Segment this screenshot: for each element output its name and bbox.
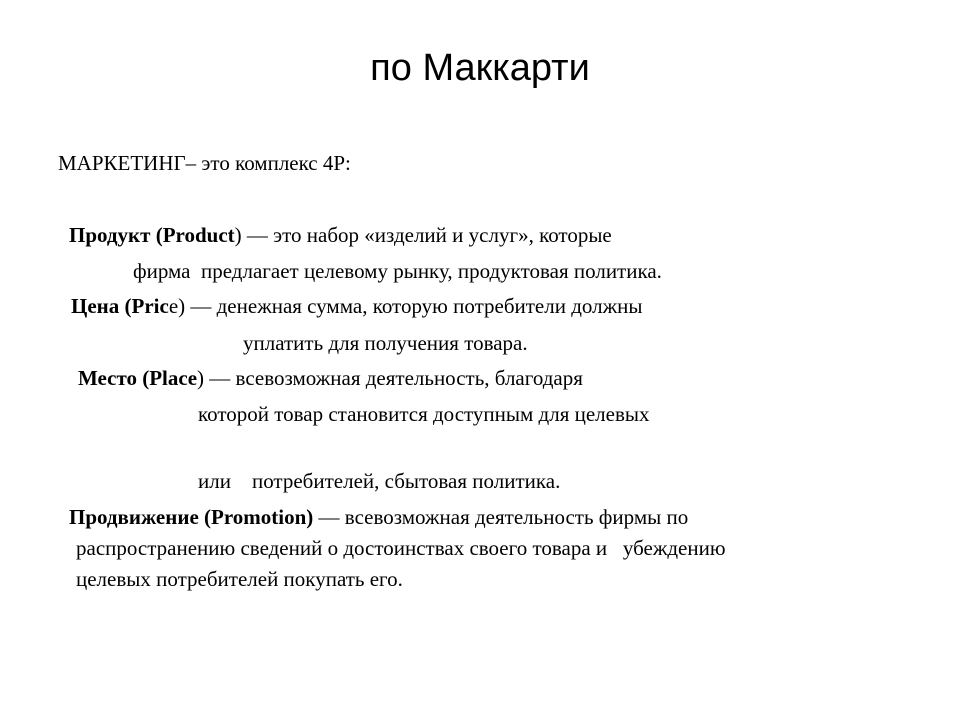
place-text-1: ) — всевозможная деятельность, благодаря — [197, 366, 583, 390]
promotion-line-3: целевых потребителей покупать его. — [76, 567, 403, 591]
promotion-line-2: распространению сведений о достоинствах своего товара и убеждению — [76, 536, 726, 560]
slide-title: по Маккарти — [370, 47, 590, 89]
price-line-1 — [71, 293, 642, 319]
place-term: Место (Place — [78, 366, 198, 390]
promotion-term: Продвижение (Promotion) — [69, 505, 314, 529]
price-term: Цена (Pric — [71, 294, 169, 318]
place-line-3: или потребителей, сбытовая политика. — [198, 469, 561, 493]
intro-line: МАРКЕТИНГ– это комплекс 4P: — [58, 151, 351, 175]
product-paren: ) — [234, 223, 242, 247]
product-text-1: — это набор «изделий и услуг», которые — [241, 223, 612, 247]
place-line-2: которой товар становится доступным для целевых — [198, 402, 650, 426]
price-text-1: е) — денежная сумма, которую потребители должны — [168, 294, 643, 318]
place-line-1 — [78, 365, 583, 391]
product-line-1 — [69, 222, 612, 248]
price-line-2: уплатить для получения товара. — [243, 331, 528, 355]
product-term: Продукт (Product — [69, 223, 235, 247]
promotion-line-1 — [69, 504, 688, 530]
product-line-2: фирма предлагает целевому рынку, продуктовая политика. — [133, 259, 662, 283]
promotion-text-1: — всевозможная деятельность фирмы по — [313, 505, 689, 529]
